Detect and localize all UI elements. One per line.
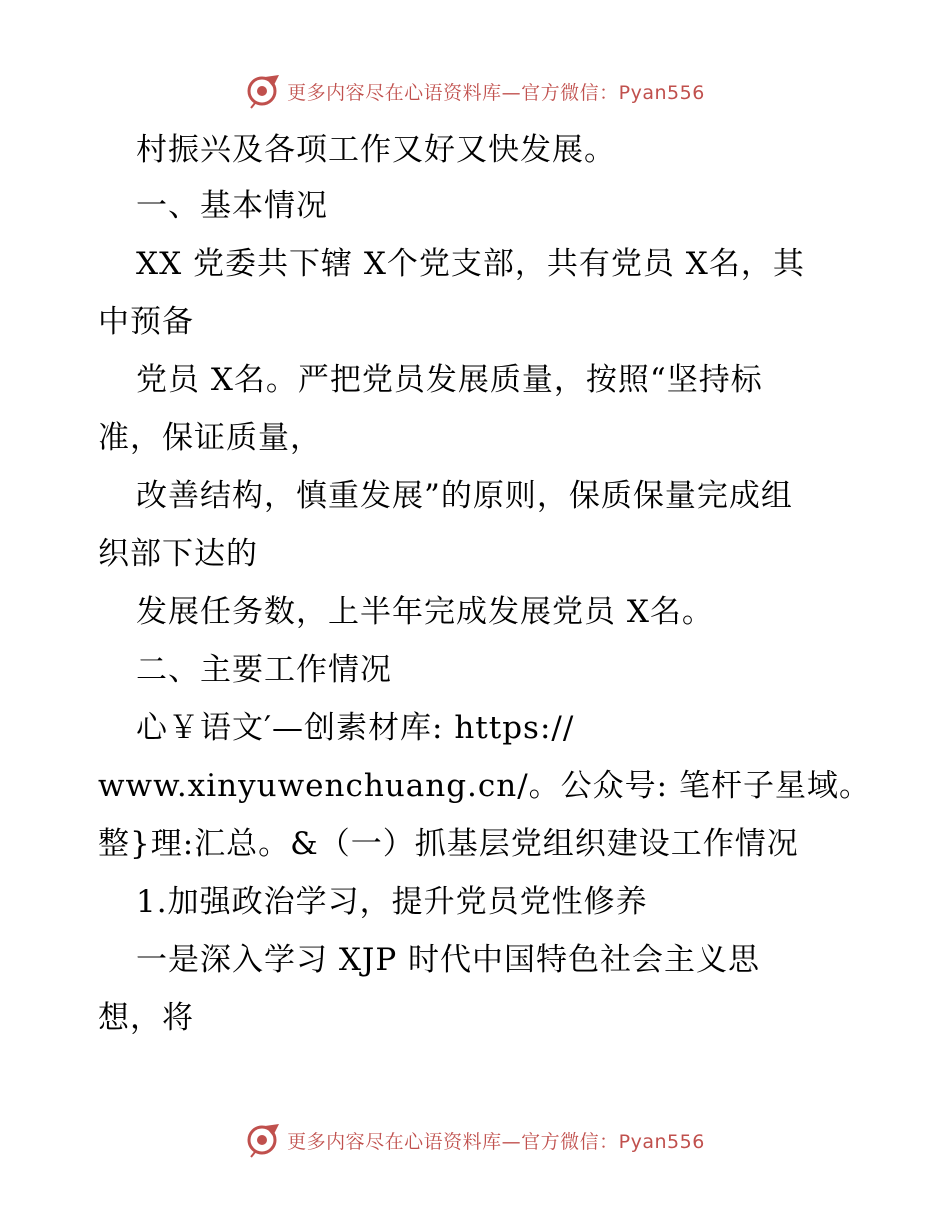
paragraph-line: 发展任务数，上半年完成发展党员 X名。 xyxy=(136,594,714,630)
section-heading: 一、基本情况 xyxy=(136,188,328,224)
paragraph-line: 准，保证质量， xyxy=(98,420,322,456)
pen-logo-icon xyxy=(245,1122,281,1158)
paragraph-line: 中预备 xyxy=(98,304,194,340)
paragraph-line: XX 党委共下辖 X个党支部，共有党员 X名，其 xyxy=(136,246,805,282)
header-banner-text: 更多内容尽在心语资料库—官方微信：Pyan556 xyxy=(287,81,705,104)
paragraph-line: 村振兴及各项工作又好又快发展。 xyxy=(136,132,616,168)
paragraph-line: www.xinyuwenchuang.cn/。公众号: 笔杆子星域。 xyxy=(98,768,871,804)
pen-logo-icon xyxy=(245,73,281,109)
paragraph-line: 织部下达的 xyxy=(98,536,258,572)
paragraph-line: 整}理:汇总。&（一）抓基层党组织建设工作情况 xyxy=(98,826,799,862)
paragraph-line: 党员 X名。严把党员发展质量，按照“坚持标 xyxy=(136,362,763,398)
paragraph-line: 改善结构，慎重发展”的原则，保质保量完成组 xyxy=(136,478,793,514)
footer-banner-text: 更多内容尽在心语资料库—官方微信：Pyan556 xyxy=(287,1130,705,1153)
subsection-heading: 1.加强政治学习，提升党员党性修养 xyxy=(136,884,648,920)
paragraph-line: 一是深入学习 XJP 时代中国特色社会主义思 xyxy=(136,942,761,978)
section-heading: 二、主要工作情况 xyxy=(136,652,392,688)
paragraph-line: 想，将 xyxy=(98,1000,194,1036)
header-banner xyxy=(0,71,950,111)
footer-banner xyxy=(0,1120,950,1160)
paragraph-line: 心￥语文′—创素材库: https:// xyxy=(136,710,575,746)
